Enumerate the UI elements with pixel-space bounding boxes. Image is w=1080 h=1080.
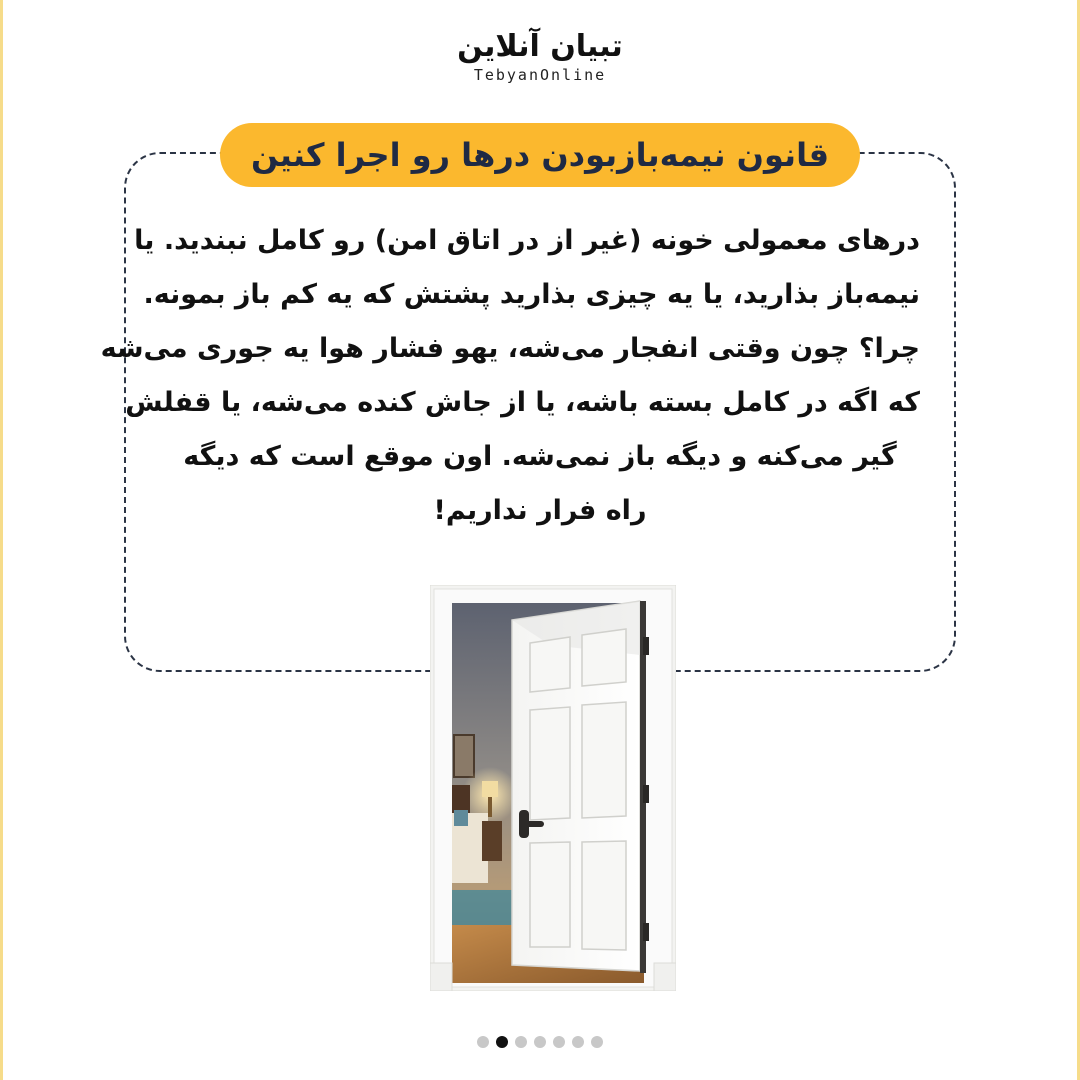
body-line: که اگه در کامل بسته باشه، یا از جاش کنده می‌شه، یا قفلش bbox=[125, 387, 920, 418]
body-line: راه فرار نداریم! bbox=[433, 495, 647, 526]
page-dot-2-active[interactable] bbox=[496, 1036, 508, 1048]
brand-logo bbox=[0, 30, 1080, 84]
card-body bbox=[100, 214, 920, 538]
body-line: درهای معمولی خونه (غیر از در اتاق امن) رو کامل نبندید. یا bbox=[134, 225, 920, 256]
page-dot-4[interactable] bbox=[534, 1036, 546, 1048]
page-dot-3[interactable] bbox=[515, 1036, 527, 1048]
body-line: گیر می‌کنه و دیگه باز نمی‌شه. اون موقع است که دیگه bbox=[183, 441, 897, 472]
logo-latin-text: TebyanOnline bbox=[473, 66, 607, 84]
left-edge-line bbox=[0, 0, 3, 1080]
page-dot-1[interactable] bbox=[477, 1036, 489, 1048]
page-dot-5[interactable] bbox=[553, 1036, 565, 1048]
body-line: چرا؟ چون وقتی انفجار می‌شه، یهو فشار هوا یه جوری می‌شه bbox=[100, 333, 920, 364]
card-title: قانون نیمه‌بازبودن درها رو اجرا کنین bbox=[250, 136, 830, 174]
pagination-dots bbox=[0, 1036, 1080, 1048]
page-dot-7[interactable] bbox=[591, 1036, 603, 1048]
body-line: نیمه‌باز بذارید، یا یه چیزی بذارید پشتش که یه کم باز بمونه. bbox=[143, 279, 920, 310]
page-dot-6[interactable] bbox=[572, 1036, 584, 1048]
logo-persian-text: تبیان آنلاین bbox=[457, 29, 623, 64]
open-door-illustration bbox=[430, 585, 676, 991]
open-door-icon bbox=[430, 585, 676, 991]
title-pill bbox=[220, 123, 860, 187]
